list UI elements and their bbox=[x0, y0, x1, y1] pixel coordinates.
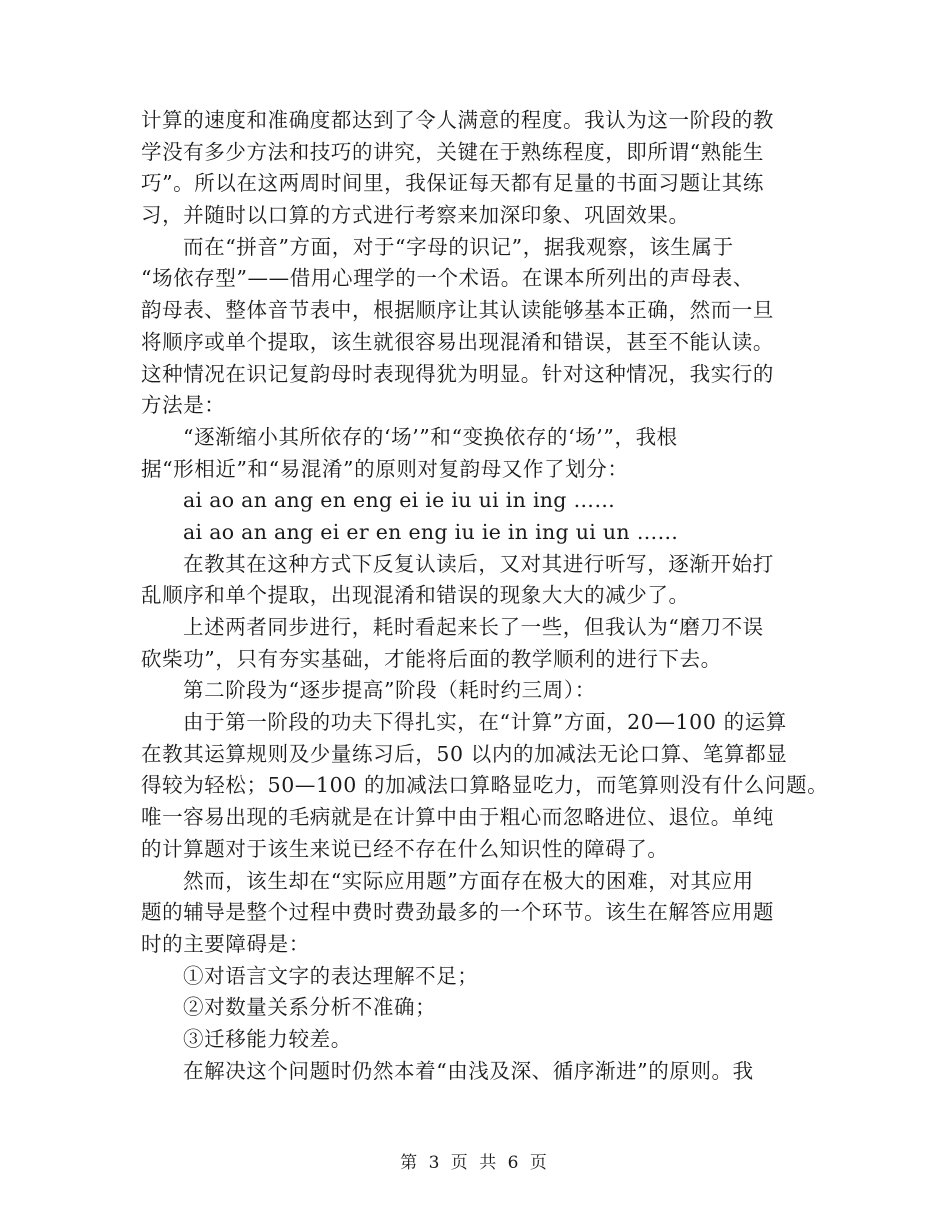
text-line: 将顺序或单个提取，该生就很容易出现混淆和错误，甚至不能认读。 bbox=[141, 329, 774, 354]
text-line: ③迁移能力较差。 bbox=[183, 1026, 352, 1051]
text-line: ②对数量关系分析不准确； bbox=[183, 995, 437, 1020]
text-line: 得较为轻松；50—100 的加减法口算略显吃力，而笔算则没有什么问题。 bbox=[141, 773, 829, 798]
text-line: 习，并随时以口算的方式进行考察来加深印象、巩固效果。 bbox=[141, 203, 690, 228]
text-line: 的计算题对于该生来说已经不存在什么知识性的障碍了。 bbox=[141, 836, 669, 861]
text-line: ai ao an ang en eng ei ie iu ui in ing …… bbox=[183, 488, 616, 513]
text-line: 这种情况在识记复韵母时表现得犹为明显。针对这种情况，我实行的 bbox=[141, 361, 774, 386]
text-line: 在教其在这种方式下反复认读后，又对其进行听写，逐渐开始打 bbox=[183, 551, 774, 576]
text-line: 巧”。所以在这两周时间里，我保证每天都有足量的书面习题让其练 bbox=[141, 171, 764, 196]
text-line: 在解决这个问题时仍然本着“由浅及深、循序渐进”的原则。我 bbox=[183, 1058, 754, 1083]
text-line: 计算的速度和准确度都达到了令人满意的程度。我认为这一阶段的教 bbox=[141, 108, 774, 132]
body-text bbox=[141, 105, 841, 1087]
text-line: 乱顺序和单个提取，出现混淆和错误的现象大大的减少了。 bbox=[141, 583, 690, 608]
text-line: 第二阶段为“逐步提高”阶段（耗时约三周）： bbox=[183, 678, 596, 703]
text-line: 学没有多少方法和技巧的讲究，关键在于熟练程度，即所谓“熟能生 bbox=[141, 139, 764, 164]
text-line: 而在“拼音”方面，对于“字母的识记”，据我观察，该生属于 bbox=[183, 234, 734, 259]
text-line: 据“形相近”和“易混淆”的原则对复韵母又作了划分： bbox=[141, 456, 629, 481]
text-line: 题的辅导是整个过程中费时费劲最多的一个环节。该生在解答应用题 bbox=[141, 900, 774, 925]
text-line: 韵母表、整体音节表中，根据顺序让其认读能够基本正确，然而一旦 bbox=[141, 298, 774, 323]
page-footer: 第 3 页 共 6 页 bbox=[400, 1153, 550, 1173]
text-line: 上述两者同步进行，耗时看起来长了一些，但我认为“磨刀不误 bbox=[183, 615, 764, 639]
text-line: 在教其运算规则及少量练习后，50 以内的加减法无论口算、笔算都显 bbox=[141, 741, 788, 766]
text-line: “场依存型”——借用心理学的一个术语。在课本所列出的声母表、 bbox=[141, 266, 754, 291]
text-line: 唯一容易出现的毛病就是在计算中由于粗心而忽略进位、退位。单纯 bbox=[141, 805, 774, 830]
text-line: “逐渐缩小其所依存的‘场’”和“变换依存的‘场’”，我根 bbox=[183, 424, 678, 449]
text-line: 砍柴功”，只有夯实基础，才能将后面的教学顺利的进行下去。 bbox=[141, 646, 722, 671]
text-line: 时的主要障碍是： bbox=[141, 931, 310, 956]
text-line: ai ao an ang ei er en eng iu ie in ing ui un …… bbox=[183, 519, 679, 544]
text-line: 然而，该生却在“实际应用题”方面存在极大的困难，对其应用 bbox=[183, 868, 754, 893]
text-line: ①对语言文字的表达理解不足； bbox=[183, 963, 479, 988]
text-line: 方法是： bbox=[141, 393, 226, 418]
text-line: 由于第一阶段的功夫下得扎实，在“计算”方面，20—100 的运算 bbox=[183, 710, 787, 735]
